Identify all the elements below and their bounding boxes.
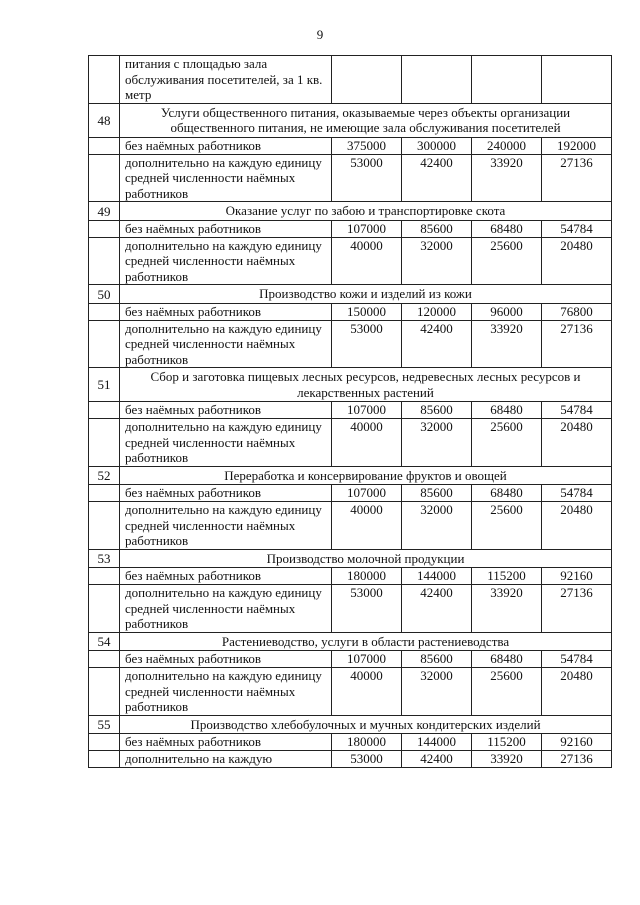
value-cell: 40000 bbox=[332, 419, 402, 467]
value-cell: 180000 bbox=[332, 734, 402, 751]
num-cell bbox=[89, 668, 120, 716]
table-row bbox=[89, 485, 612, 502]
value-cell: 53000 bbox=[332, 154, 402, 202]
num-cell bbox=[89, 320, 120, 368]
value-cell: 92160 bbox=[542, 734, 612, 751]
table-row bbox=[89, 651, 612, 668]
table-row bbox=[89, 303, 612, 320]
value-cell: 85600 bbox=[402, 485, 472, 502]
table-row bbox=[89, 237, 612, 285]
table-row bbox=[89, 502, 612, 550]
value-cell: 120000 bbox=[402, 303, 472, 320]
value-cell: 300000 bbox=[402, 137, 472, 154]
page-number: 9 bbox=[316, 27, 324, 42]
row-label: без наёмных работников bbox=[120, 220, 332, 237]
num-cell bbox=[89, 419, 120, 467]
value-cell: 68480 bbox=[472, 485, 542, 502]
section-header-row bbox=[89, 466, 612, 485]
table-row bbox=[89, 568, 612, 585]
value-cell: 42400 bbox=[402, 154, 472, 202]
value-cell: 40000 bbox=[332, 502, 402, 550]
row-label: дополнительно на каждую единицу средней численности наёмных работников bbox=[120, 668, 332, 716]
section-header-row bbox=[89, 632, 612, 651]
value-cell: 53000 bbox=[332, 320, 402, 368]
value-cell: 150000 bbox=[332, 303, 402, 320]
value-cell bbox=[472, 56, 542, 104]
row-label: дополнительно на каждую bbox=[120, 751, 332, 768]
section-title: Производство кожи и изделий из кожи bbox=[120, 285, 612, 304]
num-cell bbox=[89, 734, 120, 751]
row-label: без наёмных работников bbox=[120, 303, 332, 320]
table-row bbox=[89, 668, 612, 716]
table-row bbox=[89, 751, 612, 768]
value-cell: 107000 bbox=[332, 485, 402, 502]
row-label: без наёмных работников bbox=[120, 485, 332, 502]
value-cell: 42400 bbox=[402, 751, 472, 768]
section-title: Производство молочной продукции bbox=[120, 549, 612, 568]
row-label: дополнительно на каждую единицу средней численности наёмных работников bbox=[120, 237, 332, 285]
table-row bbox=[89, 734, 612, 751]
value-cell: 54784 bbox=[542, 220, 612, 237]
num-cell bbox=[89, 402, 120, 419]
row-label: без наёмных работников bbox=[120, 568, 332, 585]
section-header-row bbox=[89, 202, 612, 221]
section-header-row bbox=[89, 715, 612, 734]
row-number: 49 bbox=[89, 202, 120, 221]
value-cell: 25600 bbox=[472, 502, 542, 550]
row-number: 48 bbox=[89, 103, 120, 137]
num-cell bbox=[89, 585, 120, 633]
value-cell: 144000 bbox=[402, 734, 472, 751]
value-cell: 33920 bbox=[472, 751, 542, 768]
value-cell: 20480 bbox=[542, 237, 612, 285]
value-cell: 180000 bbox=[332, 568, 402, 585]
row-label: без наёмных работников bbox=[120, 402, 332, 419]
value-cell: 85600 bbox=[402, 402, 472, 419]
value-cell bbox=[402, 56, 472, 104]
value-cell: 68480 bbox=[472, 651, 542, 668]
value-cell: 32000 bbox=[402, 502, 472, 550]
row-label: без наёмных работников bbox=[120, 734, 332, 751]
num-cell bbox=[89, 485, 120, 502]
section-title: Производство хлебобулочных и мучных кондитерских изделий bbox=[120, 715, 612, 734]
num-cell bbox=[89, 56, 120, 104]
value-cell: 76800 bbox=[542, 303, 612, 320]
value-cell: 107000 bbox=[332, 402, 402, 419]
table-row bbox=[89, 220, 612, 237]
value-cell: 53000 bbox=[332, 751, 402, 768]
row-number: 53 bbox=[89, 549, 120, 568]
value-cell: 32000 bbox=[402, 419, 472, 467]
row-number: 55 bbox=[89, 715, 120, 734]
section-title: Сбор и заготовка пищевых лесных ресурсов, недревесных лесных ресурсов и лекарственных растений bbox=[120, 368, 612, 402]
row-number: 52 bbox=[89, 466, 120, 485]
value-cell: 20480 bbox=[542, 668, 612, 716]
value-cell: 42400 bbox=[402, 320, 472, 368]
value-cell: 54784 bbox=[542, 485, 612, 502]
section-header-row bbox=[89, 285, 612, 304]
row-number: 51 bbox=[89, 368, 120, 402]
value-cell: 54784 bbox=[542, 651, 612, 668]
table-row bbox=[89, 154, 612, 202]
row-label: дополнительно на каждую единицу средней численности наёмных работников bbox=[120, 502, 332, 550]
value-cell: 20480 bbox=[542, 502, 612, 550]
section-header-row bbox=[89, 368, 612, 402]
value-cell: 144000 bbox=[402, 568, 472, 585]
value-cell: 115200 bbox=[472, 568, 542, 585]
value-cell: 40000 bbox=[332, 668, 402, 716]
num-cell bbox=[89, 303, 120, 320]
row-label: дополнительно на каждую единицу средней численности наёмных работников bbox=[120, 585, 332, 633]
num-cell bbox=[89, 237, 120, 285]
value-cell: 27136 bbox=[542, 585, 612, 633]
row-label: без наёмных работников bbox=[120, 137, 332, 154]
value-cell: 25600 bbox=[472, 419, 542, 467]
value-cell bbox=[332, 56, 402, 104]
row-label: без наёмных работников bbox=[120, 651, 332, 668]
section-title: Услуги общественного питания, оказываемые через объекты организации общественного питания, не имеющие зала обслуживания посетителей bbox=[120, 103, 612, 137]
table-row bbox=[89, 585, 612, 633]
num-cell bbox=[89, 154, 120, 202]
value-cell: 85600 bbox=[402, 220, 472, 237]
section-header-row bbox=[89, 103, 612, 137]
value-cell: 27136 bbox=[542, 154, 612, 202]
num-cell bbox=[89, 502, 120, 550]
value-cell: 107000 bbox=[332, 651, 402, 668]
table-row bbox=[89, 320, 612, 368]
table-body bbox=[89, 56, 612, 768]
value-cell: 85600 bbox=[402, 651, 472, 668]
value-cell: 33920 bbox=[472, 154, 542, 202]
value-cell: 33920 bbox=[472, 585, 542, 633]
value-cell: 27136 bbox=[542, 751, 612, 768]
value-cell: 27136 bbox=[542, 320, 612, 368]
value-cell: 25600 bbox=[472, 237, 542, 285]
table-row bbox=[89, 419, 612, 467]
value-cell: 25600 bbox=[472, 668, 542, 716]
value-cell: 92160 bbox=[542, 568, 612, 585]
value-cell: 107000 bbox=[332, 220, 402, 237]
value-cell: 115200 bbox=[472, 734, 542, 751]
value-cell: 96000 bbox=[472, 303, 542, 320]
row-label: дополнительно на каждую единицу средней численности наёмных работников bbox=[120, 419, 332, 467]
value-cell: 192000 bbox=[542, 137, 612, 154]
row-label: дополнительно на каждую единицу средней численности наёмных работников bbox=[120, 320, 332, 368]
value-cell bbox=[542, 56, 612, 104]
value-cell: 32000 bbox=[402, 237, 472, 285]
tax-rate-table bbox=[88, 55, 612, 768]
value-cell: 375000 bbox=[332, 137, 402, 154]
value-cell: 32000 bbox=[402, 668, 472, 716]
row-number: 54 bbox=[89, 632, 120, 651]
value-cell: 68480 bbox=[472, 402, 542, 419]
section-title: Переработка и консервирование фруктов и овощей bbox=[120, 466, 612, 485]
num-cell bbox=[89, 568, 120, 585]
num-cell bbox=[89, 751, 120, 768]
num-cell bbox=[89, 137, 120, 154]
table-row bbox=[89, 56, 612, 104]
table-row bbox=[89, 137, 612, 154]
row-label: питания с площадью зала обслуживания посетителей, за 1 кв. метр bbox=[120, 56, 332, 104]
value-cell: 40000 bbox=[332, 237, 402, 285]
value-cell: 20480 bbox=[542, 419, 612, 467]
table-row bbox=[89, 402, 612, 419]
value-cell: 42400 bbox=[402, 585, 472, 633]
num-cell bbox=[89, 651, 120, 668]
value-cell: 68480 bbox=[472, 220, 542, 237]
section-header-row bbox=[89, 549, 612, 568]
section-title: Оказание услуг по забою и транспортировке скота bbox=[120, 202, 612, 221]
value-cell: 53000 bbox=[332, 585, 402, 633]
row-label: дополнительно на каждую единицу средней численности наёмных работников bbox=[120, 154, 332, 202]
num-cell bbox=[89, 220, 120, 237]
value-cell: 240000 bbox=[472, 137, 542, 154]
value-cell: 33920 bbox=[472, 320, 542, 368]
row-number: 50 bbox=[89, 285, 120, 304]
value-cell: 54784 bbox=[542, 402, 612, 419]
section-title: Растениеводство, услуги в области растениеводства bbox=[120, 632, 612, 651]
